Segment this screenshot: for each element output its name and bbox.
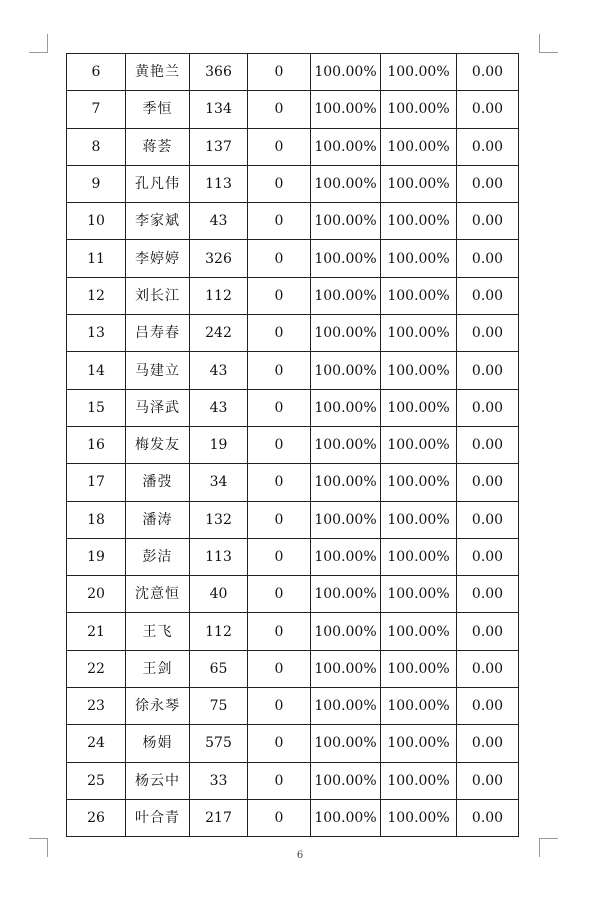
table-row — [67, 762, 519, 799]
cell-count: 40 — [190, 576, 248, 613]
cell-count: 132 — [190, 501, 248, 538]
cell-value: 0.00 — [457, 54, 519, 91]
cell-index: 14 — [67, 352, 126, 389]
cell-name: 沈意恒 — [126, 576, 190, 613]
cell-name: 潘涛 — [126, 501, 190, 538]
cell-name: 王剑 — [126, 650, 190, 687]
cell-value: 0.00 — [457, 352, 519, 389]
cell-zero: 0 — [248, 725, 311, 762]
table-row — [67, 54, 519, 91]
cell-percent-b: 100.00% — [381, 799, 457, 836]
cell-zero: 0 — [248, 240, 311, 277]
cell-name: 杨云中 — [126, 762, 190, 799]
table-row — [67, 352, 519, 389]
cell-count: 43 — [190, 203, 248, 240]
cell-zero: 0 — [248, 464, 311, 501]
cell-count: 113 — [190, 538, 248, 575]
cell-index: 16 — [67, 426, 126, 463]
cell-index: 9 — [67, 165, 126, 202]
table-row — [67, 725, 519, 762]
cell-zero: 0 — [248, 54, 311, 91]
table-row — [67, 464, 519, 501]
table-row — [67, 799, 519, 836]
cell-name: 王飞 — [126, 613, 190, 650]
cell-name: 孔凡伟 — [126, 165, 190, 202]
cell-name: 吕寿春 — [126, 315, 190, 352]
cell-index: 21 — [67, 613, 126, 650]
cell-percent-b: 100.00% — [381, 91, 457, 128]
cell-name: 马建立 — [126, 352, 190, 389]
table-row — [67, 128, 519, 165]
cell-name: 季恒 — [126, 91, 190, 128]
cell-percent-a: 100.00% — [311, 576, 381, 613]
crop-mark-top-right — [539, 34, 558, 53]
cell-zero: 0 — [248, 315, 311, 352]
cell-zero: 0 — [248, 203, 311, 240]
cell-name: 刘长江 — [126, 277, 190, 314]
cell-percent-a: 100.00% — [311, 464, 381, 501]
cell-name: 马泽武 — [126, 389, 190, 426]
cell-percent-a: 100.00% — [311, 389, 381, 426]
cell-percent-b: 100.00% — [381, 688, 457, 725]
table-row — [67, 576, 519, 613]
cell-percent-a: 100.00% — [311, 165, 381, 202]
cell-zero: 0 — [248, 799, 311, 836]
cell-zero: 0 — [248, 165, 311, 202]
cell-value: 0.00 — [457, 426, 519, 463]
cell-percent-a: 100.00% — [311, 725, 381, 762]
cell-index: 17 — [67, 464, 126, 501]
cell-count: 33 — [190, 762, 248, 799]
cell-percent-b: 100.00% — [381, 240, 457, 277]
crop-mark-top-left — [29, 34, 48, 53]
cell-index: 11 — [67, 240, 126, 277]
cell-index: 19 — [67, 538, 126, 575]
cell-percent-a: 100.00% — [311, 128, 381, 165]
cell-count: 113 — [190, 165, 248, 202]
cell-value: 0.00 — [457, 165, 519, 202]
table-row — [67, 240, 519, 277]
table-body — [67, 54, 519, 837]
cell-percent-b: 100.00% — [381, 352, 457, 389]
cell-index: 22 — [67, 650, 126, 687]
table-row — [67, 389, 519, 426]
cell-zero: 0 — [248, 576, 311, 613]
cell-count: 137 — [190, 128, 248, 165]
cell-percent-b: 100.00% — [381, 203, 457, 240]
cell-index: 12 — [67, 277, 126, 314]
cell-percent-b: 100.00% — [381, 54, 457, 91]
cell-name: 叶合青 — [126, 799, 190, 836]
cell-percent-a: 100.00% — [311, 688, 381, 725]
cell-index: 18 — [67, 501, 126, 538]
cell-percent-b: 100.00% — [381, 315, 457, 352]
cell-index: 13 — [67, 315, 126, 352]
cell-count: 366 — [190, 54, 248, 91]
table-row — [67, 538, 519, 575]
cell-value: 0.00 — [457, 501, 519, 538]
cell-zero: 0 — [248, 762, 311, 799]
cell-index: 24 — [67, 725, 126, 762]
cell-name: 李家斌 — [126, 203, 190, 240]
cell-value: 0.00 — [457, 725, 519, 762]
cell-value: 0.00 — [457, 762, 519, 799]
cell-name: 蒋荟 — [126, 128, 190, 165]
table-row — [67, 650, 519, 687]
cell-name: 黄艳兰 — [126, 54, 190, 91]
cell-value: 0.00 — [457, 576, 519, 613]
cell-percent-b: 100.00% — [381, 501, 457, 538]
cell-index: 15 — [67, 389, 126, 426]
table-row — [67, 688, 519, 725]
cell-count: 112 — [190, 277, 248, 314]
cell-index: 26 — [67, 799, 126, 836]
table-row — [67, 315, 519, 352]
table-row — [67, 203, 519, 240]
cell-percent-a: 100.00% — [311, 426, 381, 463]
cell-name: 潘弢 — [126, 464, 190, 501]
cell-percent-a: 100.00% — [311, 315, 381, 352]
cell-count: 326 — [190, 240, 248, 277]
cell-percent-b: 100.00% — [381, 725, 457, 762]
cell-count: 134 — [190, 91, 248, 128]
cell-count: 34 — [190, 464, 248, 501]
cell-value: 0.00 — [457, 91, 519, 128]
cell-percent-b: 100.00% — [381, 128, 457, 165]
cell-percent-a: 100.00% — [311, 501, 381, 538]
cell-value: 0.00 — [457, 128, 519, 165]
table-row — [67, 613, 519, 650]
table-row — [67, 165, 519, 202]
cell-percent-a: 100.00% — [311, 54, 381, 91]
cell-value: 0.00 — [457, 464, 519, 501]
cell-value: 0.00 — [457, 389, 519, 426]
cell-percent-b: 100.00% — [381, 389, 457, 426]
cell-count: 19 — [190, 426, 248, 463]
cell-percent-a: 100.00% — [311, 203, 381, 240]
cell-count: 112 — [190, 613, 248, 650]
cell-percent-a: 100.00% — [311, 538, 381, 575]
cell-percent-b: 100.00% — [381, 650, 457, 687]
cell-zero: 0 — [248, 650, 311, 687]
cell-percent-a: 100.00% — [311, 352, 381, 389]
cell-index: 25 — [67, 762, 126, 799]
cell-percent-a: 100.00% — [311, 240, 381, 277]
cell-zero: 0 — [248, 128, 311, 165]
table-row — [67, 426, 519, 463]
cell-index: 6 — [67, 54, 126, 91]
cell-percent-b: 100.00% — [381, 426, 457, 463]
cell-count: 75 — [190, 688, 248, 725]
cell-name: 李婷婷 — [126, 240, 190, 277]
data-table — [66, 53, 519, 837]
table-row — [67, 91, 519, 128]
cell-zero: 0 — [248, 688, 311, 725]
cell-count: 43 — [190, 389, 248, 426]
cell-zero: 0 — [248, 613, 311, 650]
cell-name: 徐永琴 — [126, 688, 190, 725]
cell-percent-a: 100.00% — [311, 91, 381, 128]
cell-percent-b: 100.00% — [381, 613, 457, 650]
cell-percent-a: 100.00% — [311, 762, 381, 799]
cell-percent-b: 100.00% — [381, 165, 457, 202]
cell-index: 8 — [67, 128, 126, 165]
cell-value: 0.00 — [457, 799, 519, 836]
cell-count: 43 — [190, 352, 248, 389]
cell-value: 0.00 — [457, 277, 519, 314]
cell-percent-b: 100.00% — [381, 464, 457, 501]
cell-value: 0.00 — [457, 538, 519, 575]
cell-percent-b: 100.00% — [381, 538, 457, 575]
cell-name: 梅发友 — [126, 426, 190, 463]
cell-zero: 0 — [248, 501, 311, 538]
cell-index: 10 — [67, 203, 126, 240]
cell-value: 0.00 — [457, 203, 519, 240]
cell-zero: 0 — [248, 277, 311, 314]
cell-percent-a: 100.00% — [311, 799, 381, 836]
cell-name: 杨娟 — [126, 725, 190, 762]
table-row — [67, 277, 519, 314]
cell-value: 0.00 — [457, 650, 519, 687]
cell-zero: 0 — [248, 538, 311, 575]
cell-name: 彭洁 — [126, 538, 190, 575]
cell-count: 575 — [190, 725, 248, 762]
table-row — [67, 501, 519, 538]
cell-percent-a: 100.00% — [311, 613, 381, 650]
cell-value: 0.00 — [457, 315, 519, 352]
cell-value: 0.00 — [457, 240, 519, 277]
cell-value: 0.00 — [457, 688, 519, 725]
cell-zero: 0 — [248, 389, 311, 426]
cell-zero: 0 — [248, 91, 311, 128]
page-number: 6 — [296, 850, 304, 861]
cell-zero: 0 — [248, 352, 311, 389]
cell-percent-b: 100.00% — [381, 762, 457, 799]
cell-count: 217 — [190, 799, 248, 836]
cell-percent-b: 100.00% — [381, 277, 457, 314]
cell-count: 242 — [190, 315, 248, 352]
cell-count: 65 — [190, 650, 248, 687]
cell-percent-a: 100.00% — [311, 277, 381, 314]
cell-index: 23 — [67, 688, 126, 725]
cell-zero: 0 — [248, 426, 311, 463]
cell-percent-a: 100.00% — [311, 650, 381, 687]
cell-index: 20 — [67, 576, 126, 613]
cell-value: 0.00 — [457, 613, 519, 650]
cell-index: 7 — [67, 91, 126, 128]
cell-percent-b: 100.00% — [381, 576, 457, 613]
